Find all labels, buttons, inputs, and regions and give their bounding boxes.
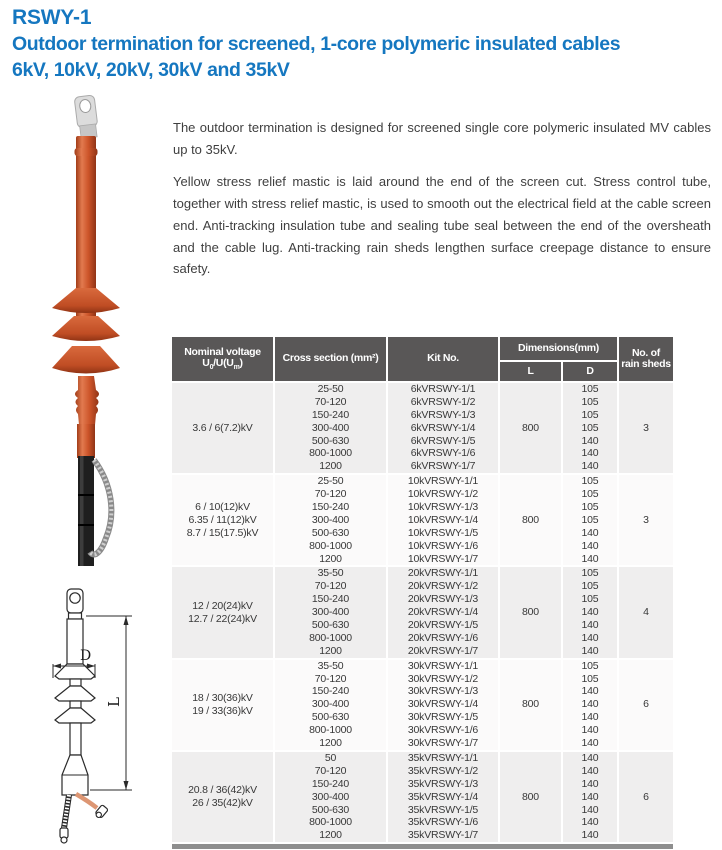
drawing-lug: [67, 589, 83, 619]
kit-no-cell: 30kVRSWY-1/7: [388, 737, 498, 750]
description-paragraph-1: The outdoor termination is designed for screened single core polymeric insulated MV cables up to 35kV.: [173, 120, 711, 157]
kit-no-cell: 10kVRSWY-1/3: [388, 501, 498, 514]
drawing-earth-wire: [76, 794, 108, 819]
kit-no-cell: 20kVRSWY-1/4: [388, 606, 498, 619]
cross-section-cell: 25-50: [275, 383, 386, 396]
dimension-l-cell: 800: [500, 660, 561, 750]
voltage-line: 18 / 30(36)kV: [192, 691, 253, 704]
dimension-d-cell: 140: [563, 460, 617, 473]
cross-section-cell: 300-400: [275, 606, 386, 619]
cross-section-cell: 800-1000: [275, 632, 386, 645]
dimension-d-cell: 105: [563, 567, 617, 580]
dimension-d-cell: 140: [563, 447, 617, 460]
col-header-nominal-voltage: Nominal voltage $U_0/U(U_m)$: [172, 337, 273, 381]
stress-control-section: [75, 376, 99, 458]
voltage-line: 6 / 10(12)kV: [195, 500, 250, 513]
cross-section-cell: 25-50: [275, 475, 386, 488]
nominal-voltage-cell: [172, 475, 273, 565]
dimension-d-cell: 140: [563, 553, 617, 566]
page-subtitle: 6kV, 10kV, 20kV, 30kV and 35kV: [12, 59, 290, 81]
table-bottom-rule: [172, 844, 673, 849]
dimension-d-cell: 140: [563, 527, 617, 540]
cross-section-cell: 35-50: [275, 660, 386, 673]
dimension-d-cell: 105: [563, 422, 617, 435]
dimension-d-cell: 140: [563, 632, 617, 645]
dimension-d-cell: 140: [563, 685, 617, 698]
nominal-voltage-cell: [172, 660, 273, 750]
dimension-d-cell: 105: [563, 593, 617, 606]
cross-section-cell: 150-240: [275, 501, 386, 514]
dimension-d-cell: 140: [563, 804, 617, 817]
voltage-line: 19 / 33(36)kV: [192, 704, 253, 717]
cross-section-cell: 500-630: [275, 435, 386, 448]
voltage-section: [172, 567, 673, 657]
dimension-d-cell: 140: [563, 711, 617, 724]
dimension-d-cell: 140: [563, 606, 617, 619]
kit-no-cell: 30kVRSWY-1/1: [388, 660, 498, 673]
kit-no-cell: 35kVRSWY-1/6: [388, 816, 498, 829]
kit-no-cell: 35kVRSWY-1/7: [388, 829, 498, 842]
rain-sheds-cell: 3: [619, 475, 673, 565]
dimension-l-cell: 800: [500, 475, 561, 565]
dimension-d-cell: 105: [563, 383, 617, 396]
cross-section-cell: 800-1000: [275, 540, 386, 553]
spec-table-header: [172, 337, 673, 381]
dimension-d-cell: 105: [563, 396, 617, 409]
cross-section-cell: 70-120: [275, 765, 386, 778]
col-header-l: L: [500, 362, 561, 381]
cross-section-cell: 500-630: [275, 619, 386, 632]
kit-no-cell: 6kVRSWY-1/2: [388, 396, 498, 409]
page-title: Outdoor termination for screened, 1-core polymeric insulated cables: [12, 33, 621, 55]
dimension-d-cell: 140: [563, 540, 617, 553]
dimension-d-cell: 140: [563, 698, 617, 711]
voltage-line: 26 / 35(42)kV: [192, 797, 253, 810]
dimension-l-label: L: [105, 697, 123, 707]
kit-no-cell: 10kVRSWY-1/4: [388, 514, 498, 527]
rain-sheds-cell: 6: [619, 752, 673, 842]
kit-no-cell: 20kVRSWY-1/3: [388, 593, 498, 606]
dimension-d-cell: 140: [563, 737, 617, 750]
dimension-d-cell: 140: [563, 435, 617, 448]
kit-no-cell: 30kVRSWY-1/4: [388, 698, 498, 711]
kit-no-cell: 20kVRSWY-1/5: [388, 619, 498, 632]
dimension-d-cell: 140: [563, 765, 617, 778]
voltage-line: 12 / 20(24)kV: [192, 599, 253, 612]
voltage-line: 20.8 / 36(42)kV: [188, 784, 257, 797]
kit-no-cell: 35kVRSWY-1/1: [388, 752, 498, 765]
dimension-d-cell: 105: [563, 409, 617, 422]
cross-section-cell: 1200: [275, 645, 386, 658]
kit-no-cell: 20kVRSWY-1/6: [388, 632, 498, 645]
kit-no-cell: 10kVRSWY-1/5: [388, 527, 498, 540]
kit-no-cell: 30kVRSWY-1/2: [388, 673, 498, 686]
cross-section-cell: 70-120: [275, 488, 386, 501]
voltage-section: [172, 383, 673, 473]
cross-section-cell: 800-1000: [275, 816, 386, 829]
dimension-d-cell: 140: [563, 778, 617, 791]
dimension-d-cell: 140: [563, 829, 617, 842]
kit-no-cell: 6kVRSWY-1/5: [388, 435, 498, 448]
spec-table-body: [172, 383, 673, 842]
col-header-rain-sheds: No. of rain sheds: [619, 337, 673, 381]
kit-no-cell: 20kVRSWY-1/1: [388, 567, 498, 580]
cross-section-cell: 150-240: [275, 593, 386, 606]
cable-lug: [74, 95, 99, 139]
cross-section-cell: 800-1000: [275, 724, 386, 737]
kit-no-cell: 6kVRSWY-1/6: [388, 447, 498, 460]
voltage-section: [172, 752, 673, 842]
kit-no-cell: 30kVRSWY-1/5: [388, 711, 498, 724]
cross-section-cell: 70-120: [275, 580, 386, 593]
kit-no-cell: 30kVRSWY-1/6: [388, 724, 498, 737]
kit-no-cell: 6kVRSWY-1/3: [388, 409, 498, 422]
dimension-d-cell: 140: [563, 816, 617, 829]
rain-sheds-cell: 3: [619, 383, 673, 473]
rain-sheds: [52, 288, 120, 374]
col-header-d: D: [563, 362, 617, 381]
voltage-line: 6.35 / 11(12)kV: [188, 513, 257, 526]
cross-section-cell: 500-630: [275, 527, 386, 540]
voltage-section: [172, 475, 673, 565]
cross-section-cell: 300-400: [275, 514, 386, 527]
voltage-line: 12.7 / 22(24)kV: [188, 612, 257, 625]
cross-section-cell: 35-50: [275, 567, 386, 580]
cross-section-cell: 500-630: [275, 804, 386, 817]
dimension-d-cell: 140: [563, 791, 617, 804]
dimension-d-cell: 105: [563, 501, 617, 514]
drawing-lower-body: [62, 723, 88, 795]
kit-no-cell: 35kVRSWY-1/2: [388, 765, 498, 778]
rain-sheds-cell: 4: [619, 567, 673, 657]
product-code: RSWY-1: [12, 6, 92, 29]
kit-no-cell: 10kVRSWY-1/2: [388, 488, 498, 501]
kit-no-cell: 6kVRSWY-1/4: [388, 422, 498, 435]
dimension-d-cell: 105: [563, 475, 617, 488]
dimension-d-cell: 140: [563, 752, 617, 765]
col-header-cross-section: Cross section (mm²): [275, 337, 386, 381]
voltage-section: [172, 660, 673, 750]
cross-section-cell: 70-120: [275, 673, 386, 686]
voltage-line: 8.7 / 15(17.5)kV: [186, 526, 259, 539]
cross-section-cell: 1200: [275, 737, 386, 750]
dimension-d-cell: 105: [563, 660, 617, 673]
cross-section-cell: 1200: [275, 829, 386, 842]
dimension-l-cell: 800: [500, 752, 561, 842]
dimension-d-cell: 140: [563, 619, 617, 632]
nominal-voltage-cell: [172, 383, 273, 473]
cable-body: [78, 456, 94, 566]
col-header-kit-no: Kit No.: [388, 337, 498, 381]
kit-no-cell: 10kVRSWY-1/1: [388, 475, 498, 488]
cross-section-cell: 300-400: [275, 698, 386, 711]
kit-no-cell: 35kVRSWY-1/4: [388, 791, 498, 804]
dimension-d-cell: 105: [563, 673, 617, 686]
drawing-rain-sheds: [55, 664, 95, 723]
col-header-dimensions: Dimensions(mm): [500, 337, 617, 360]
cross-section-cell: 300-400: [275, 791, 386, 804]
dimension-drawing: [14, 580, 162, 848]
spec-table: [172, 337, 673, 849]
drawing-ground-braid: [60, 795, 69, 843]
nominal-voltage-cell: [172, 752, 273, 842]
cross-section-cell: 70-120: [275, 396, 386, 409]
title-block: [12, 4, 712, 83]
dimension-d-cell: 105: [563, 488, 617, 501]
dimension-d-cell: 105: [563, 580, 617, 593]
kit-no-cell: 30kVRSWY-1/3: [388, 685, 498, 698]
dimension-d-cell: 140: [563, 645, 617, 658]
cross-section-cell: 1200: [275, 553, 386, 566]
kit-no-cell: 35kVRSWY-1/5: [388, 804, 498, 817]
nominal-voltage-cell: [172, 567, 273, 657]
kit-no-cell: 10kVRSWY-1/6: [388, 540, 498, 553]
description-paragraph-2: Yellow stress relief mastic is laid around the end of the screen cut. Stress control tube, together with stress relief mastic, is used to smooth out the electrical field at the cable screen end. Anti-tracking insulation tube and sealing tube seal between the end of the oversheath and the cable lug. Anti-tracking rain sheds lengthen surface creepage distance to ensure safety.: [173, 174, 711, 277]
dimension-d-label: D: [80, 648, 92, 664]
kit-no-cell: 6kVRSWY-1/7: [388, 460, 498, 473]
kit-no-cell: 20kVRSWY-1/7: [388, 645, 498, 658]
kit-no-cell: 20kVRSWY-1/2: [388, 580, 498, 593]
product-photo: [28, 92, 144, 570]
kit-no-cell: 35kVRSWY-1/3: [388, 778, 498, 791]
cross-section-cell: 150-240: [275, 778, 386, 791]
cross-section-cell: 1200: [275, 460, 386, 473]
cross-section-cell: 500-630: [275, 711, 386, 724]
cross-section-cell: 150-240: [275, 685, 386, 698]
dimension-l-cell: 800: [500, 383, 561, 473]
kit-no-cell: 10kVRSWY-1/7: [388, 553, 498, 566]
dimension-l-cell: 800: [500, 567, 561, 657]
cross-section-cell: 50: [275, 752, 386, 765]
kit-no-cell: 6kVRSWY-1/1: [388, 383, 498, 396]
cross-section-cell: 800-1000: [275, 447, 386, 460]
cross-section-cell: 300-400: [275, 422, 386, 435]
dimension-d-cell: 140: [563, 724, 617, 737]
dimension-d-cell: 105: [563, 514, 617, 527]
product-description: [173, 117, 711, 291]
voltage-line: 3.6 / 6(7.2)kV: [192, 421, 253, 434]
rain-sheds-cell: 6: [619, 660, 673, 750]
cross-section-cell: 150-240: [275, 409, 386, 422]
